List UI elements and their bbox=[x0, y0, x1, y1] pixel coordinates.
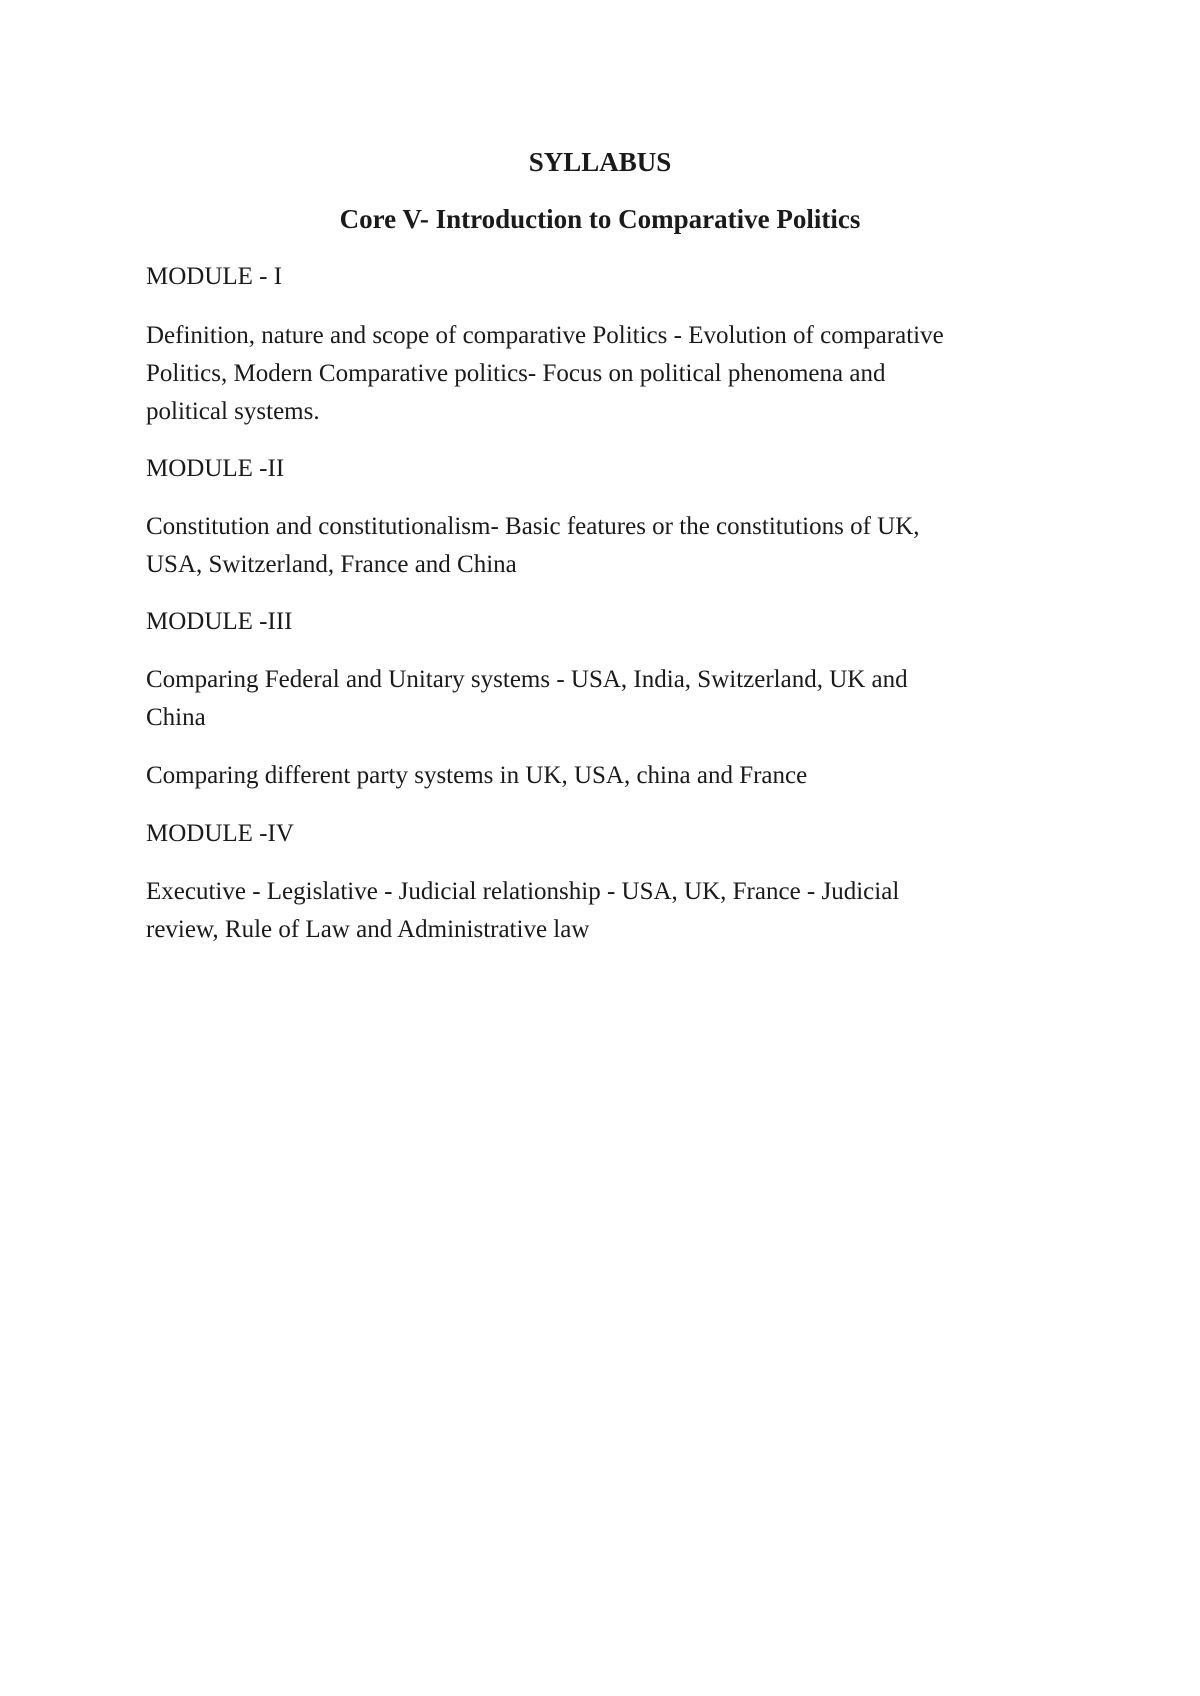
module-3-line-2: China bbox=[146, 704, 206, 731]
page-title: SYLLABUS bbox=[528, 147, 672, 177]
module-1-heading: MODULE - I bbox=[146, 263, 283, 290]
module-1-paragraph bbox=[146, 317, 1076, 431]
module-3-line-1: Comparing Federal and Unitary systems - USA, India, Switzerland, UK and bbox=[146, 666, 908, 693]
module-3-paragraph-2 bbox=[146, 757, 1076, 795]
module-4-line-1: Executive - Legislative - Judicial relationship - USA, UK, France - Judicial bbox=[146, 878, 900, 905]
module-4-paragraph bbox=[146, 873, 1076, 949]
module-2-heading: MODULE -II bbox=[146, 455, 285, 482]
module-1-line-2: Politics, Modern Comparative politics- Focus on political phenomena and bbox=[146, 360, 886, 387]
module-1-line-3: political systems. bbox=[146, 398, 320, 425]
module-2-paragraph bbox=[146, 508, 1076, 584]
module-2-line-2: USA, Switzerland, France and China bbox=[146, 551, 517, 578]
module-1-line-1: Definition, nature and scope of comparative Politics - Evolution of comparative bbox=[146, 322, 944, 349]
module-4-heading: MODULE -IV bbox=[146, 820, 294, 847]
module-4-line-2: review, Rule of Law and Administrative law bbox=[146, 916, 590, 943]
module-3-heading: MODULE -III bbox=[146, 608, 293, 635]
course-title: Core V- Introduction to Comparative Politics bbox=[339, 204, 861, 234]
module-3-line-3: Comparing different party systems in UK, USA, china and France bbox=[146, 762, 808, 789]
module-2-line-1: Constitution and constitutionalism- Basic features or the constitutions of UK, bbox=[146, 513, 920, 540]
module-3-paragraph-1 bbox=[146, 661, 1076, 737]
